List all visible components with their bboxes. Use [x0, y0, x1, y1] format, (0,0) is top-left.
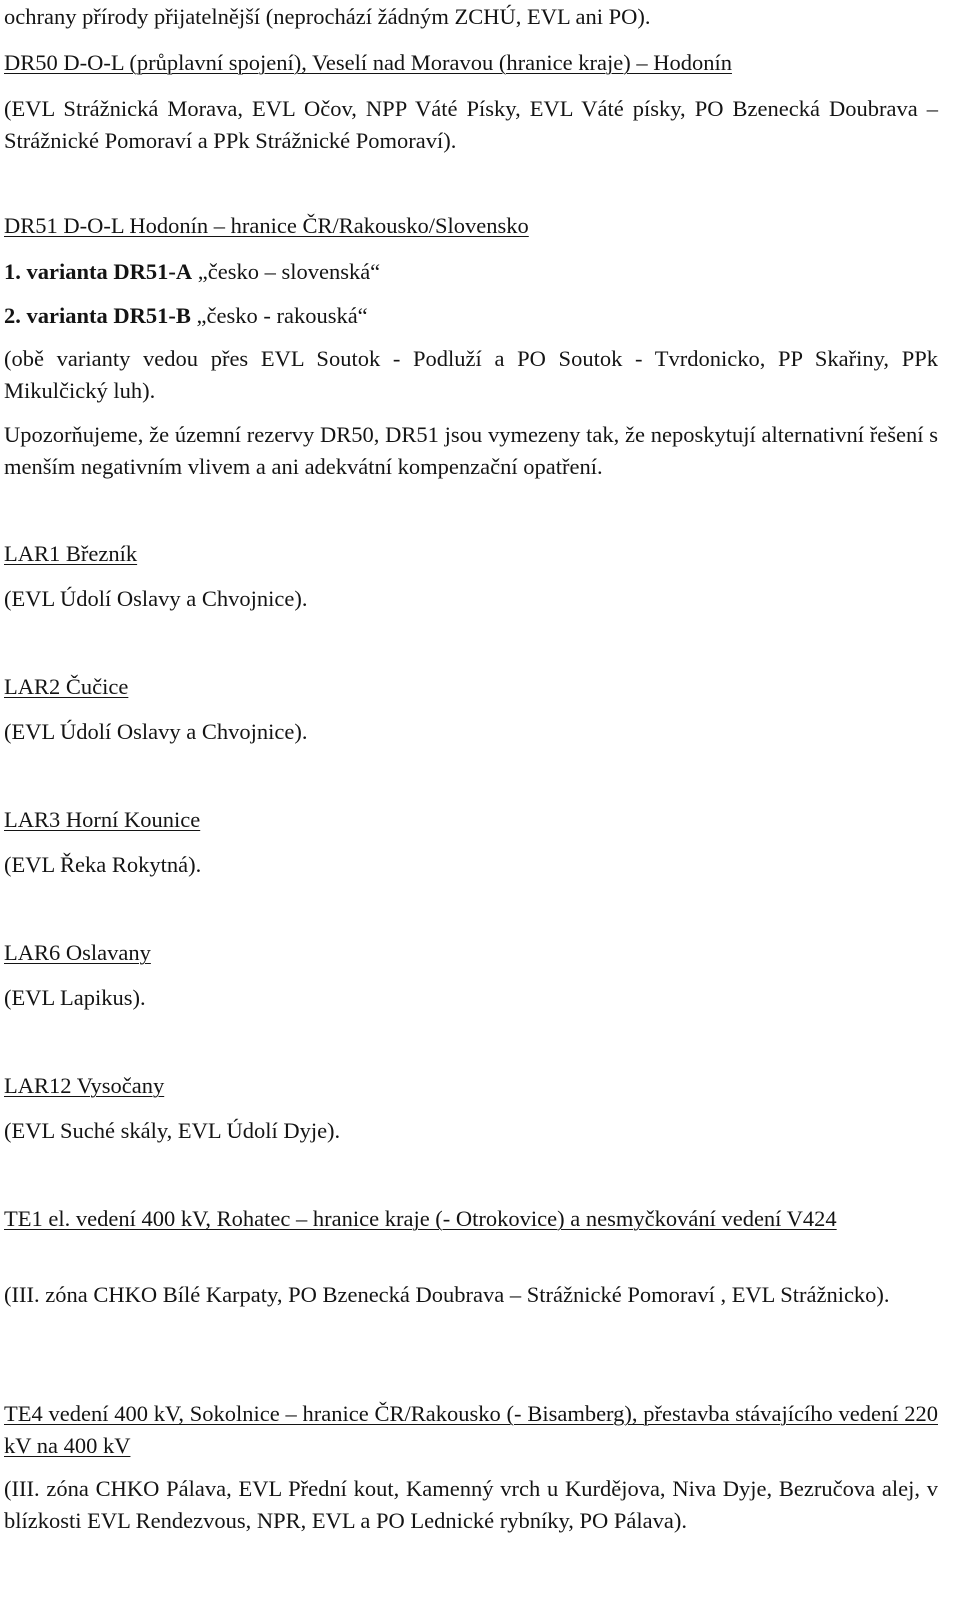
lar12-description: (EVL Suché skály, EVL Údolí Dyje). [4, 1118, 341, 1143]
te1-description: (III. zóna CHKO Bílé Karpaty, PO Bzenecká Doubrava – Strážnické Pomoraví , EVL Strážnicko). [4, 1282, 890, 1307]
dr51-variant-b [4, 300, 938, 332]
intro-text: ochrany přírody přijatelnější (neprochází žádným ZCHÚ, EVL ani PO). [4, 4, 651, 29]
dr51-heading: DR51 D-O-L Hodonín – hranice ČR/Rakousko/Slovensko [4, 213, 529, 238]
dr51-description: (obě varianty vedou přes EVL Soutok - Podluží a PO Soutok - Tvrdonicko, PP Skařiny, PPk Mikulčický luh). [4, 346, 938, 403]
variant-a-quote: „česko – slovenská“ [197, 259, 381, 284]
te1-heading: TE1 el. vedení 400 kV, Rohatec – hranice kraje (- Otrokovice) a nesmyčkování vedení V424 [4, 1206, 837, 1231]
variant-b-label: 2. varianta DR51-B [4, 303, 191, 328]
lar6-heading: LAR6 Oslavany [4, 940, 151, 965]
variant-b-quote: „česko - rakouská“ [196, 303, 368, 328]
lar2-description: (EVL Údolí Oslavy a Chvojnice). [4, 719, 308, 744]
dr50-heading: DR50 D-O-L (průplavní spojení), Veselí nad Moravou (hranice kraje) – Hodonín [4, 50, 732, 75]
lar6-description: (EVL Lapikus). [4, 985, 146, 1010]
lar12-heading: LAR12 Vysočany [4, 1073, 165, 1098]
te4-description: (III. zóna CHKO Pálava, EVL Přední kout, Kamenný vrch u Kurdějova, Niva Dyje, Bezručova alej, v blízkosti EVL Rendezvous, NPR, EVL a PO Lednické rybníky, PO Pálava). [4, 1476, 938, 1533]
variant-a-label: 1. varianta DR51-A [4, 259, 193, 284]
lar1-description: (EVL Údolí Oslavy a Chvojnice). [4, 586, 308, 611]
lar1-heading: LAR1 Březník [4, 541, 138, 566]
te4-heading: TE4 vedení 400 kV, Sokolnice – hranice ČR/Rakousko (- Bisamberg), přestavba stávajícího vedení 220 kV na 400 kV [4, 1401, 938, 1458]
lar3-heading: LAR3 Horní Kounice [4, 807, 201, 832]
lar2-heading: LAR2 Čučice [4, 674, 129, 699]
dr51-variant-a [4, 256, 938, 288]
lar3-description: (EVL Řeka Rokytná). [4, 852, 202, 877]
dr50-description: (EVL Strážnická Morava, EVL Očov, NPP Váté Písky, EVL Váté písky, PO Bzenecká Doubrava – Strážnické Pomoraví a PPk Strážnické Pomoraví). [4, 96, 938, 153]
dr51-note: Upozorňujeme, že územní rezervy DR50, DR51 jsou vymezeny tak, že neposkytují alternativní řešení s menším negativním vlivem a ani adekvátní kompenzační opatření. [4, 422, 938, 479]
